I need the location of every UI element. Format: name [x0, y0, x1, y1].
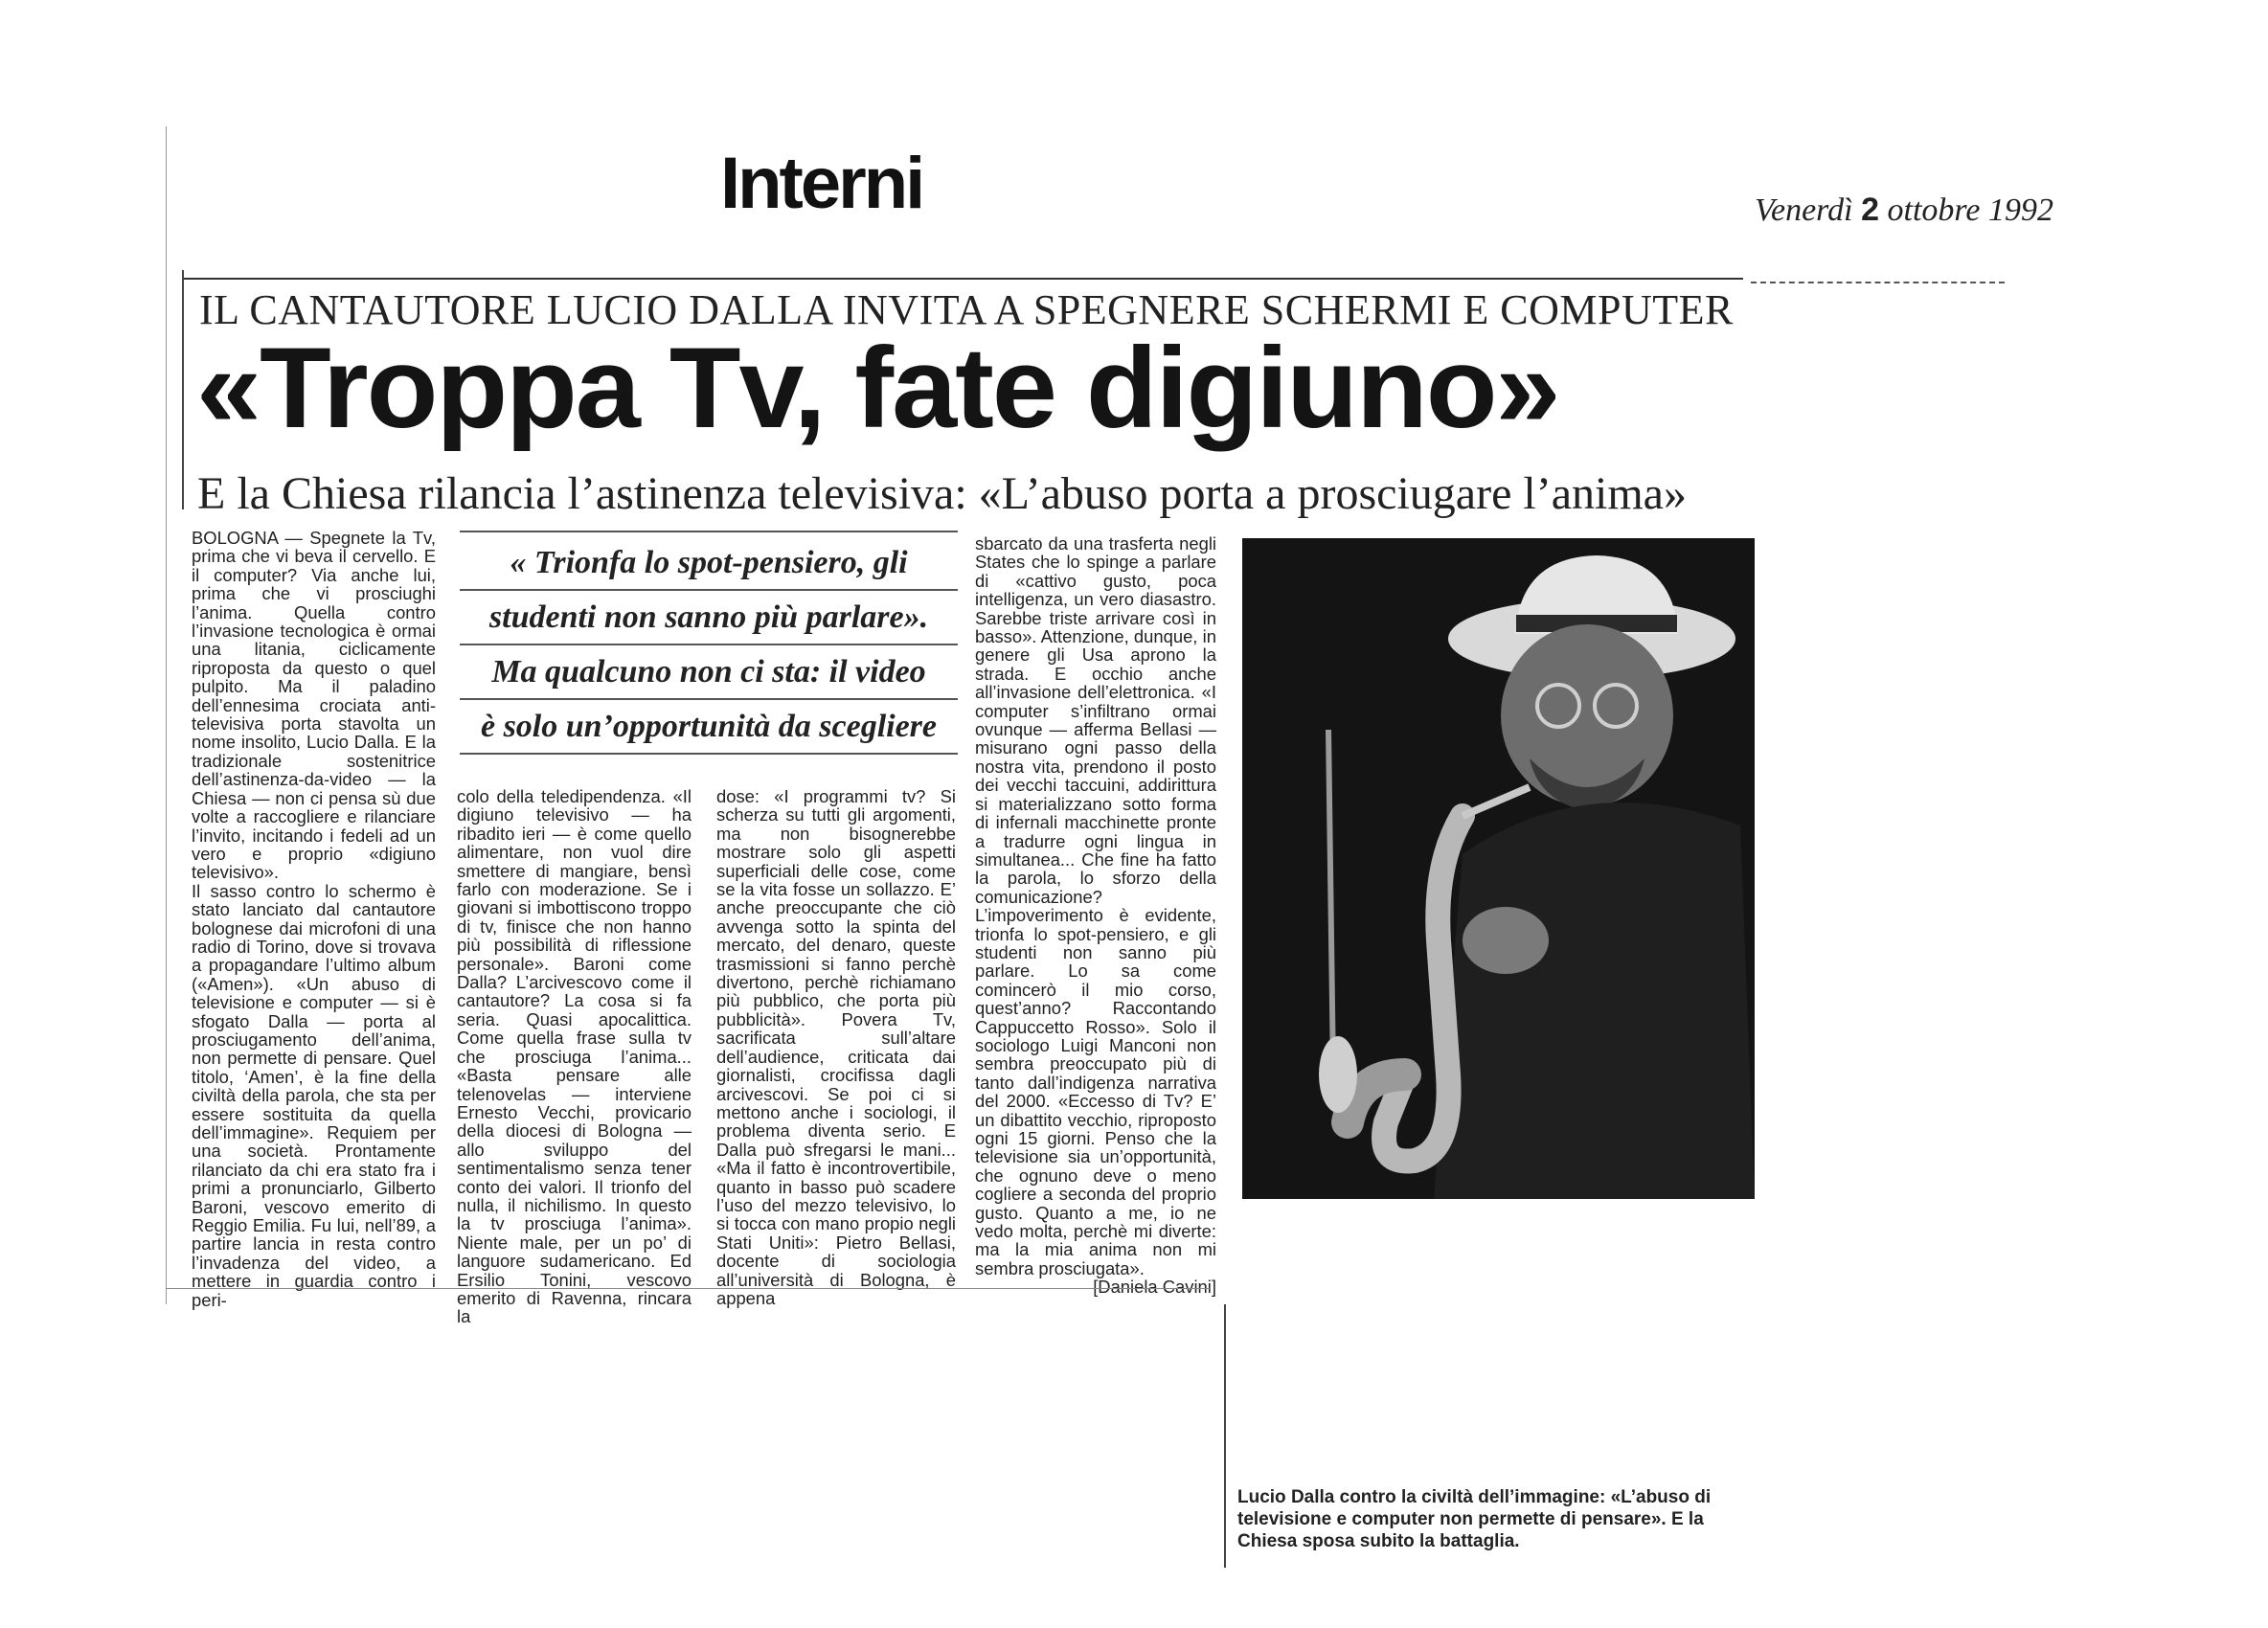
- top-rule: [182, 278, 1743, 280]
- left-margin-line: [166, 126, 167, 1304]
- face-shape: [1501, 624, 1673, 806]
- article-column-1: [192, 529, 436, 1309]
- article-photo: [1242, 538, 1755, 1199]
- column-3-text: dose: «I programmi tv? Si scherza su tutti gli argomenti, ma non bisognerebbe mostrare solo gli aspetti superficiali delle cose, come se la vita fosse un sollazzo. E’ anche preoccupante che ciò avvenga sotto la spinta del mercato, del denaro, queste trasmissioni si fanno perchè divertono, perchè richiamano più pubblico, che porta più pubblicità». Povera Tv, sacrificata sull’altare dell’audience, criticata dai giornalisti, crocifissa dagli arcivescovi. Se poi ci si mettono anche i sociologi, il problema diventa serio. E Dalla può sfregarsi le mani... «Ma il fatto è incontrovertibile, quanto in basso può scadere l’uso del mezzo televisivo, lo si tocca con mano propio negli Stati Uniti»: Pietro Bellasi, docente di sociologia all’università di Bologna, è appena: [716, 786, 956, 1308]
- article-headline: «Troppa Tv, fate digiuno»: [196, 324, 1559, 452]
- pull-quote-line-3: Ma qualcuno non ci sta: il video: [460, 645, 958, 700]
- article-kicker: IL CANTAUTORE LUCIO DALLA INVITA A SPEGNERE SCHERMI E COMPUTER: [199, 286, 1734, 333]
- section-title: Interni: [720, 143, 923, 224]
- microphone-shape: [1319, 1036, 1357, 1113]
- photo-left-rule: [1224, 1304, 1226, 1568]
- saxophonist-illustration: [1242, 538, 1755, 1199]
- column-1-paragraph-1: BOLOGNA — Spegnete la Tv, prima che vi beva il cervello. E il computer? Via anche lui, prima che vi prosciughi l’anima. Quella contro l’invasione tecnologica è ormai una litania, ciclicamente riproposta da questo o quel pulpito. Ma il paladino dell’ennesima crociata anti-televisiva porta stavolta un nome insolito, Lucio Dalla. E la tradizionale sostenitrice dell’astinenza-da-video — la Chiesa — non ci pensa sù due volte a raccogliere e rilanciare l’invito, incitando i fedeli ad un vero e proprio «digiuno televisivo».: [192, 528, 436, 883]
- date-month-year: ottobre 1992: [1887, 192, 2053, 228]
- headline-left-rule: [182, 270, 184, 509]
- body-shape: [1434, 803, 1755, 1199]
- author-signature: [Daniela Cavini]: [1093, 1277, 1216, 1298]
- pull-quote-line-2: studenti non sanno più parlare».: [460, 591, 958, 645]
- hand-shape: [1463, 907, 1549, 974]
- article-column-4: [975, 534, 1216, 1297]
- article-column-2: [457, 787, 692, 1326]
- date-day: 2: [1861, 192, 1880, 228]
- article-column-3: [716, 787, 956, 1307]
- pull-quote-line-1: « Trionfa lo spot-pensiero, gli: [460, 536, 958, 591]
- pull-quote-line-4: è solo un’opportunità da scegliere: [460, 700, 958, 755]
- article-bottom-rule: [166, 1288, 1210, 1289]
- pull-quote: [460, 536, 958, 755]
- top-rule-dashed: [1751, 282, 2005, 283]
- column-4-text: sbarcato da una trasferta negli States che lo spinge a parlare di «cattivo gusto, poca intelligenza, un vero diasastro. Sarebbe triste arrivare così in basso». Attenzione, dunque, in genere gli Usa aprono la strada. E occhio anche all’invasione dell’elettronica. «I computer s’infiltrano ormai ovunque — afferma Bellasi — misurano ogni passo della nostra vita, prendono il posto dei vecchi taccuini, addirittura si materializzano sotto forma di infernali macchinette pronte a tradurre ogni lingua in simultanea... Che fine ha fatto la parola, lo sforzo della comunicazione? L’impoverimento è evidente, trionfa lo spot-pensiero, e gli studenti non sanno più parlare. Lo sa come comincerò il mio corso, quest’anno? Raccontando Cappuccetto Rosso». Solo il sociologo Luigi Manconi non sembra preoccupato più di tanto dall’indigenza narrativa del 2000. «Eccesso di Tv? E’ un dibattito vecchio, riproposto ogni 15 giorni. Penso che la televisione sia un’opportunità, che ognuno deve o meno cogliere a seconda del proprio gusto. Quanto a me, io ne vedo molta, perchè mi diverte: ma la mia anima non mi sembra prosciugata».: [975, 533, 1216, 1278]
- article-subhead: E la Chiesa rilancia l’astinenza televisiva: «L’abuso porta a prosciugare l’anima»: [197, 468, 1687, 519]
- column-1-paragraph-2: Il sasso contro lo schermo è stato lanciato dal cantautore bolognese dai microfoni di una radio di Torino, dove si trovava a propagandare l’ultimo album («Amen»). «Un abuso di televisione e computer — si è sfogato Dalla — porta al prosciugamento dell’anima, non permette di pensare. Quel titolo, ‘Amen’, è la fine della civiltà della parola, che sta per essere sostituita da quella dell’immagine». Requiem per una società. Prontamente rilanciato da chi era stato fra i primi a pronunciarlo, Gilberto Baroni, vescovo emerito di Reggio Emilia. Fu lui, nell’89, a partire lancia in resta contro l’invadenza del video, a mettere in guardia contro i peri-: [192, 880, 436, 1310]
- publication-date: [1755, 192, 2053, 229]
- photo-caption: Lucio Dalla contro la civiltà dell’immagine: «L’abuso di televisione e computer non permette di pensare». E la Chiesa sposa subito la battaglia.: [1237, 1487, 1712, 1551]
- date-weekday: Venerdì: [1755, 192, 1853, 228]
- pull-quote-top-rule: [460, 531, 958, 532]
- column-2-text: colo della teledipendenza. «Il digiuno televisivo — ha ribadito ieri — è come quello alimentare, non vuol dire smettere di mangiare, bensì farlo con moderazione. Se i giovani si imbottiscono troppo di tv, finisce che non hanno più possibilità di riflessione personale». Baroni come Dalla? L’arcivescovo come il cantautore? La cosa si fa seria. Quasi apocalittica. Come quella frase sulla tv che prosciuga l’anima... «Basta pensare alle telenovelas — interviene Ernesto Vecchi, provicario della diocesi di Bologna — allo sviluppo del sentimentalismo senza tener conto dei valori. Il trionfo del nulla, il nichilismo. In questo la tv prosciuga l’anima». Niente male, per un po’ di languore sudamericano. Ed Ersilio Tonini, vescovo emerito di Ravenna, rincara la: [457, 786, 692, 1327]
